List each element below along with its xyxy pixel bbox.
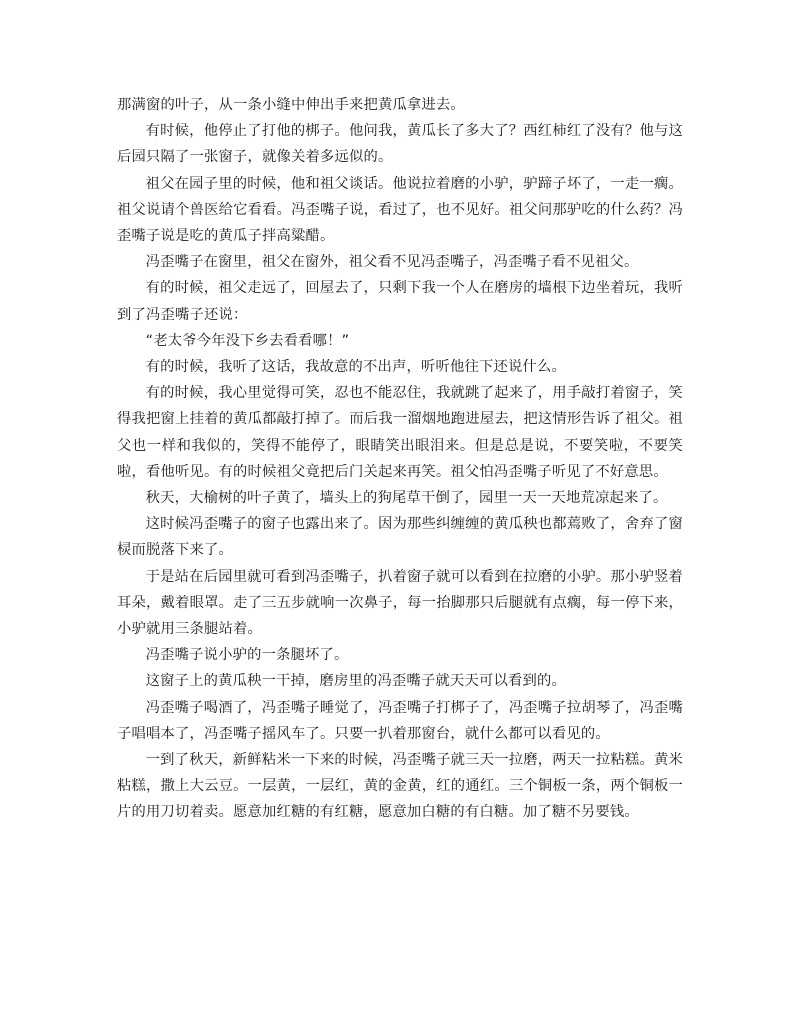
paragraph: “老太爷今年没下乡去看看哪！”	[145, 332, 350, 349]
paragraph: 这窗子上的黄瓜秧一干掉，磨房里的冯歪嘴子就天天可以看到的。	[145, 673, 566, 690]
paragraph: 祖父在园子里的时候，他和祖父谈话。他说拉着磨的小驴，驴蹄子坏了，一走一瘸。祖父说请个兽医给它看看。冯歪嘴子说，看过了，也不见好。祖父问那驴吃的什么药？冯歪嘴子说是吃的黄瓜子拌高粱醋。	[117, 175, 683, 245]
paragraph: 有的时候，我听了这话，我故意的不出声，听听他往下还说什么。	[145, 359, 566, 376]
paragraph: 一到了秋天，新鲜粘米一下来的时候，冯歪嘴子就三天一拉磨，两天一拉粘糕。黄米粘糕，撒上大云豆。一层黄，一层红，黄的金黄，红的通红。三个铜板一条，两个铜板一片的用刀切着卖。愿意加红糖的有红糖，愿意加白糖的有白糖。加了糖不另要钱。	[117, 752, 683, 821]
paragraph: 有的时候，我心里觉得可笑，忍也不能忍住，我就跳了起来了，用手敲打着窗子，笑得我把窗上挂着的黄瓜都敲打掉了。而后我一溜烟地跑进屋去，把这情形告诉了祖父。祖父也一样和我似的，笑得不能停了，眼睛笑出眼泪来。但是总是说，不要笑啦，不要笑啦，看他听见。有的时候祖父竟把后门关起来再笑。祖父怕冯歪嘴子听见了不好意思。	[117, 385, 683, 480]
paragraph: 冯歪嘴子喝酒了，冯歪嘴子睡觉了，冯歪嘴子打梆子了，冯歪嘴子拉胡琴了，冯歪嘴子唱唱本了，冯歪嘴子摇风车了。只要一扒着那窗台，就什么都可以看见的。	[117, 699, 683, 742]
paragraph: 有时候，他停止了打他的梆子。他问我，黄瓜长了多大了？西红柿红了没有？他与这后园只隔了一张窗子，就像关着多远似的。	[117, 123, 683, 166]
paragraph: 这时候冯歪嘴子的窗子也露出来了。因为那些纠缠缠的黄瓜秧也都蔫败了，舍弃了窗棂而脱落下来了。	[117, 516, 683, 559]
body-text	[117, 92, 683, 826]
paragraph: 那满窗的叶子，从一条小缝中伸出手来把黄瓜拿进去。	[117, 97, 465, 113]
paragraph: 有的时候，祖父走远了，回屋去了，只剩下我一个人在磨房的墙根下边坐着玩，我听到了冯歪嘴子还说：	[117, 280, 683, 323]
paragraph: 冯歪嘴子在窗里，祖父在窗外，祖父看不见冯歪嘴子，冯歪嘴子看不见祖父。	[145, 254, 639, 271]
paragraph: 冯歪嘴子说小驴的一条腿坏了。	[145, 647, 349, 664]
paragraph: 于是站在后园里就可看到冯歪嘴子，扒着窗子就可以看到在拉磨的小驴。那小驴竖着耳朵，戴着眼罩。走了三五步就响一次鼻子，每一抬脚那只后腿就有点瘸，每一停下来，小驴就用三条腿站着。	[117, 568, 683, 638]
paragraph: 秋天，大榆树的叶子黄了，墙头上的狗尾草干倒了，园里一天一天地荒凉起来了。	[145, 490, 668, 507]
